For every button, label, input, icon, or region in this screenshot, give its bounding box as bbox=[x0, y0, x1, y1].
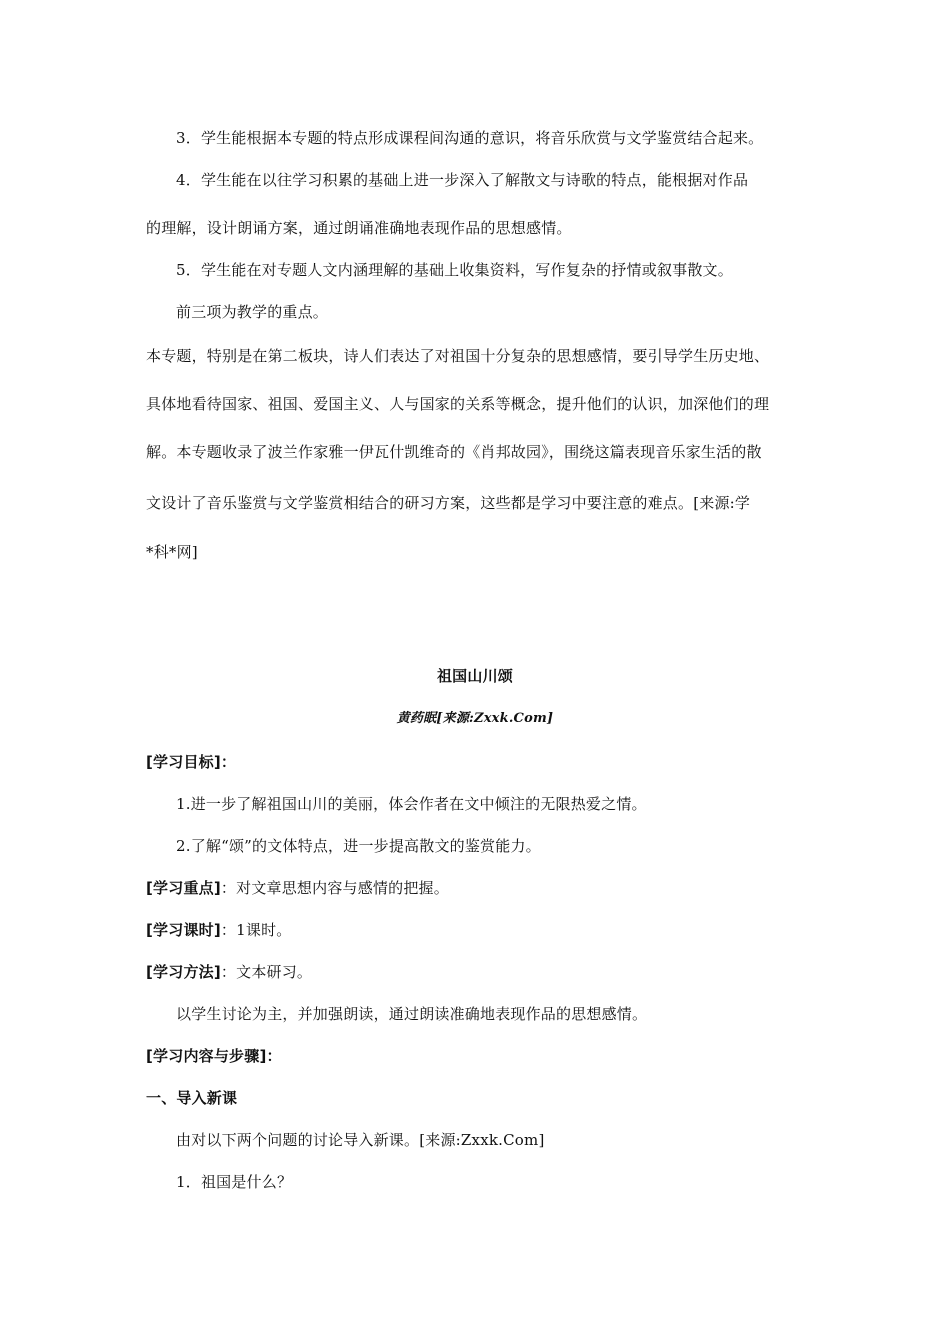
intro-item-3: 3．学生能根据本专题的特点形成课程间沟通的意识，将音乐欣赏与文学鉴赏结合起来。 bbox=[176, 129, 764, 147]
intro-item-4-line-2: 的理解，设计朗诵方案，通过朗诵准确地表现作品的思想感情。 bbox=[146, 219, 572, 237]
class-hours-row bbox=[146, 920, 291, 940]
intro-item-4-line-1: 4．学生能在以往学习积累的基础上进一步深入了解散文与诗歌的特点，能根据对作品 bbox=[176, 171, 749, 189]
intro-item-5: 5．学生能在对专题人文内涵理解的基础上收集资料，写作复杂的抒情或叙事散文。 bbox=[176, 261, 733, 279]
section-1-heading: 一、导入新课 bbox=[146, 1089, 238, 1107]
key-points-heading: [学习重点] bbox=[146, 879, 221, 897]
method-detail: 以学生讨论为主，并加强朗读，通过朗读准确地表现作品的思想感情。 bbox=[176, 1005, 648, 1023]
goals-heading: [学习目标]： bbox=[146, 753, 237, 771]
section-1-intro: 由对以下两个问题的讨论导入新课。[来源:Zxxk.Com] bbox=[176, 1131, 545, 1149]
class-hours-text: ：1课时。 bbox=[220, 921, 292, 939]
paragraph-line: 文设计了音乐鉴赏与文学鉴赏相结合的研习方案，这些都是学习中要注意的难点。[来源:学 bbox=[146, 494, 751, 512]
question-1: 1．祖国是什么？ bbox=[176, 1173, 293, 1191]
method-text: ：文本研习。 bbox=[220, 963, 313, 981]
key-points-row bbox=[146, 878, 449, 898]
lesson-author: 黄药眠[来源:Zxxk.Com] bbox=[396, 711, 554, 726]
lesson-title: 祖国山川颂 bbox=[436, 667, 513, 685]
goal-item-2: 2.了解“颂”的文体特点，进一步提高散文的鉴赏能力。 bbox=[176, 837, 541, 855]
paragraph-line: *科*网] bbox=[146, 543, 198, 561]
paragraph-line: 具体地看待国家、祖国、爱国主义、人与国家的关系等概念，提升他们的认识，加深他们的理 bbox=[146, 395, 770, 413]
method-row bbox=[146, 962, 312, 982]
key-points-text: ：对文章思想内容与感情的把握。 bbox=[220, 879, 449, 897]
class-hours-heading: [学习课时] bbox=[146, 921, 221, 939]
paragraph-line: 解。本专题收录了波兰作家雅一伊瓦什凯维奇的《肖邦故园》，围绕这篇表现音乐家生活的散 bbox=[146, 443, 762, 461]
paragraph-line: 本专题，特别是在第二板块，诗人们表达了对祖国十分复杂的思想感情，要引导学生历史地、 bbox=[146, 347, 770, 365]
goal-item-1: 1.进一步了解祖国山川的美丽，体会作者在文中倾注的无限热爱之情。 bbox=[176, 795, 647, 813]
method-heading: [学习方法] bbox=[146, 963, 221, 981]
intro-focus-note: 前三项为教学的重点。 bbox=[176, 303, 329, 321]
steps-heading: [学习内容与步骤]： bbox=[146, 1047, 282, 1065]
